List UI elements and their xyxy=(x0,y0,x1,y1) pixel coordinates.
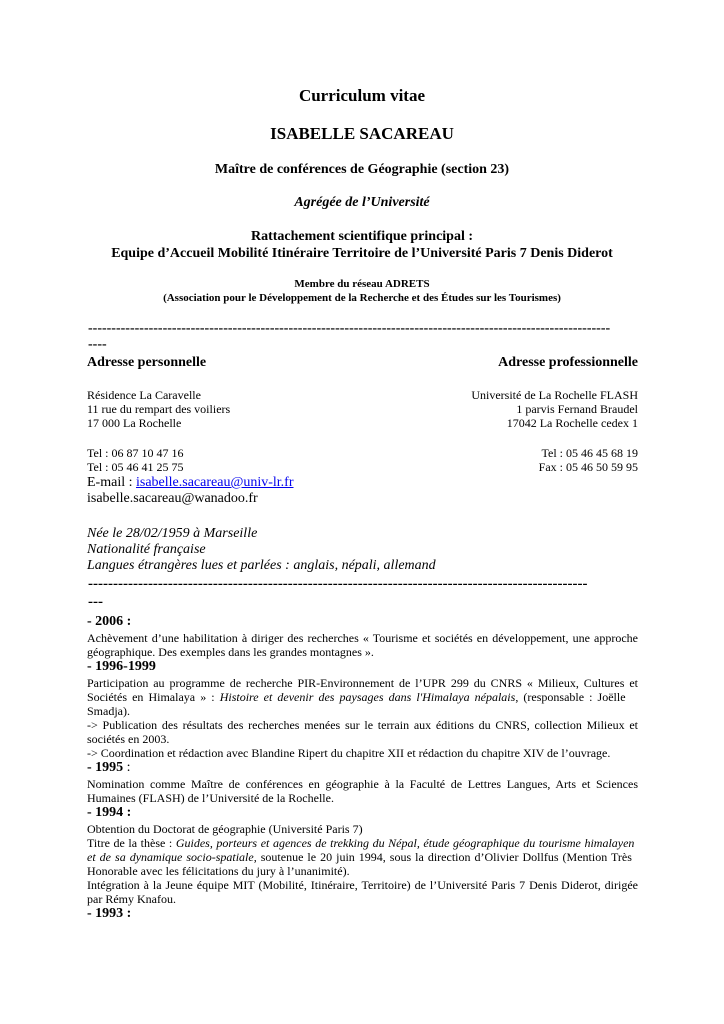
entry-1994-line5: Intégration à la Jeune équipe MIT (Mobilité, Itinéraire, Territoire) de l’Université Paris 7 Denis Diderot, dirigée xyxy=(87,878,638,892)
email-label: E-mail : xyxy=(87,475,136,490)
network-full-name: (Association pour le Développement de la Recherche et des Études sur les Tourismes) xyxy=(163,292,561,304)
separator-line: ---------------------------------------------------------------------------------------------------------------- xyxy=(88,321,611,336)
professional-address-line1: Université de La Rochelle FLASH xyxy=(471,388,638,402)
separator-line: ---------------------------------------------------------------------------------------------------- xyxy=(88,576,588,592)
thesis-title-end: et de sa dynamique socio-spatiale, xyxy=(87,850,257,864)
entry-1995-line1: Nomination comme Maître de conférences en géographie à la Faculté de Lettres Langues, Arts et Sciences xyxy=(87,777,638,791)
entry-1994-line3 xyxy=(87,850,632,865)
entry-1996-line5: sociétés en 2003. xyxy=(87,732,170,746)
secondary-email: isabelle.sacareau@wanadoo.fr xyxy=(87,491,258,506)
year-1995-colon: : xyxy=(123,760,131,775)
document-title: Curriculum vitae xyxy=(298,86,426,105)
entry-1996-line1: Participation au programme de recherche PIR-Environnement de l’UPR 299 du CNRS « Milieux, Cultures et xyxy=(87,676,638,690)
separator-tail: --- xyxy=(88,594,103,610)
entry-1996-program-title: Histoire et devenir des paysages dans l'Himalaya népalais xyxy=(219,690,516,704)
thesis-defense: soutenue le 20 juin 1994, sous la direction d’Olivier Dollfus (Mention Très xyxy=(256,850,632,864)
thesis-label: Titre de la thèse : xyxy=(87,836,176,850)
entry-1996-line3: Smadja). xyxy=(87,704,130,718)
personal-address-line1: Résidence La Caravelle xyxy=(87,388,201,402)
birth-info: Née le 28/02/1959 à Marseille xyxy=(87,526,258,541)
entry-2006-line2: géographique. Des exemples dans les grandes montagnes ». xyxy=(87,645,374,659)
timeline-year-1994: - 1994 : xyxy=(87,805,132,820)
agregation-title: Agrégée de l’Université xyxy=(294,195,430,210)
entry-1996-line2 xyxy=(87,690,626,705)
affiliation-team: Equipe d’Accueil Mobilité Itinéraire Territoire de l’Université Paris 7 Denis Diderot xyxy=(111,246,613,261)
email-line xyxy=(87,475,294,491)
network-member: Membre du réseau ADRETS xyxy=(294,278,430,290)
entry-1994-line6: par Rémy Knafou. xyxy=(87,892,176,906)
entry-1994-line4: Honorable avec les félicitations du jury à l’unanimité). xyxy=(87,864,350,878)
separator-tail: ---- xyxy=(88,337,107,352)
personal-phone-2: Tel : 05 46 41 25 75 xyxy=(87,460,184,474)
entry-1996-line6: -> Coordination et rédaction avec Blandine Ripert du chapitre XII et rédaction du chapitre XIV de l’ouvrage. xyxy=(87,746,611,760)
entry-1996-line4: -> Publication des résultats des recherches menées sur le terrain aux éditions du CNRS, collection Milieux et xyxy=(87,718,638,732)
personal-address-line2: 11 rue du rempart des voiliers xyxy=(87,402,231,416)
professional-address-title: Adresse professionnelle xyxy=(498,355,638,370)
position-title: Maître de conférences de Géographie (section 23) xyxy=(214,162,510,177)
entry-1996-program: Sociétés en Himalaya » : xyxy=(87,690,220,704)
entry-1995-line2: Humaines (FLASH) de l’Université de la Rochelle. xyxy=(87,791,334,805)
timeline-year-1995 xyxy=(87,760,131,776)
thesis-title: Guides, porteurs et agences de trekking du Népal, étude géographique du tourisme himalayen xyxy=(175,836,635,850)
timeline-year-2006: - 2006 : xyxy=(87,614,132,629)
professional-address-line2: 1 parvis Fernand Braudel xyxy=(516,402,638,416)
professional-fax: Fax : 05 46 50 59 95 xyxy=(538,460,638,474)
affiliation-label: Rattachement scientifique principal : xyxy=(250,229,474,244)
personal-phone-1: Tel : 06 87 10 47 16 xyxy=(87,446,184,460)
email-link[interactable]: isabelle.sacareau@univ-lr.fr xyxy=(136,475,294,490)
year-1995-label: - 1995 xyxy=(87,760,124,775)
personal-address-title: Adresse personnelle xyxy=(87,355,207,370)
timeline-year-1993: - 1993 : xyxy=(87,906,132,921)
entry-1996-responsible: , (responsable : Joëlle xyxy=(515,690,626,704)
entry-2006-line1: Achèvement d’une habilitation à diriger des recherches « Tourisme et sociétés en développement, une approche xyxy=(87,631,638,645)
personal-address-line3: 17 000 La Rochelle xyxy=(87,416,182,430)
professional-phone: Tel : 05 46 45 68 19 xyxy=(541,446,638,460)
languages-info: Langues étrangères lues et parlées : anglais, népali, allemand xyxy=(87,558,436,573)
nationality-info: Nationalité française xyxy=(87,542,206,557)
professional-address-line3: 17042 La Rochelle cedex 1 xyxy=(506,416,638,430)
person-name: ISABELLE SACAREAU xyxy=(270,124,454,143)
entry-1994-line1: Obtention du Doctorat de géographie (Université Paris 7) xyxy=(87,822,363,836)
timeline-year-1996-1999: - 1996-1999 xyxy=(87,659,156,674)
entry-1994-line2 xyxy=(87,836,634,851)
